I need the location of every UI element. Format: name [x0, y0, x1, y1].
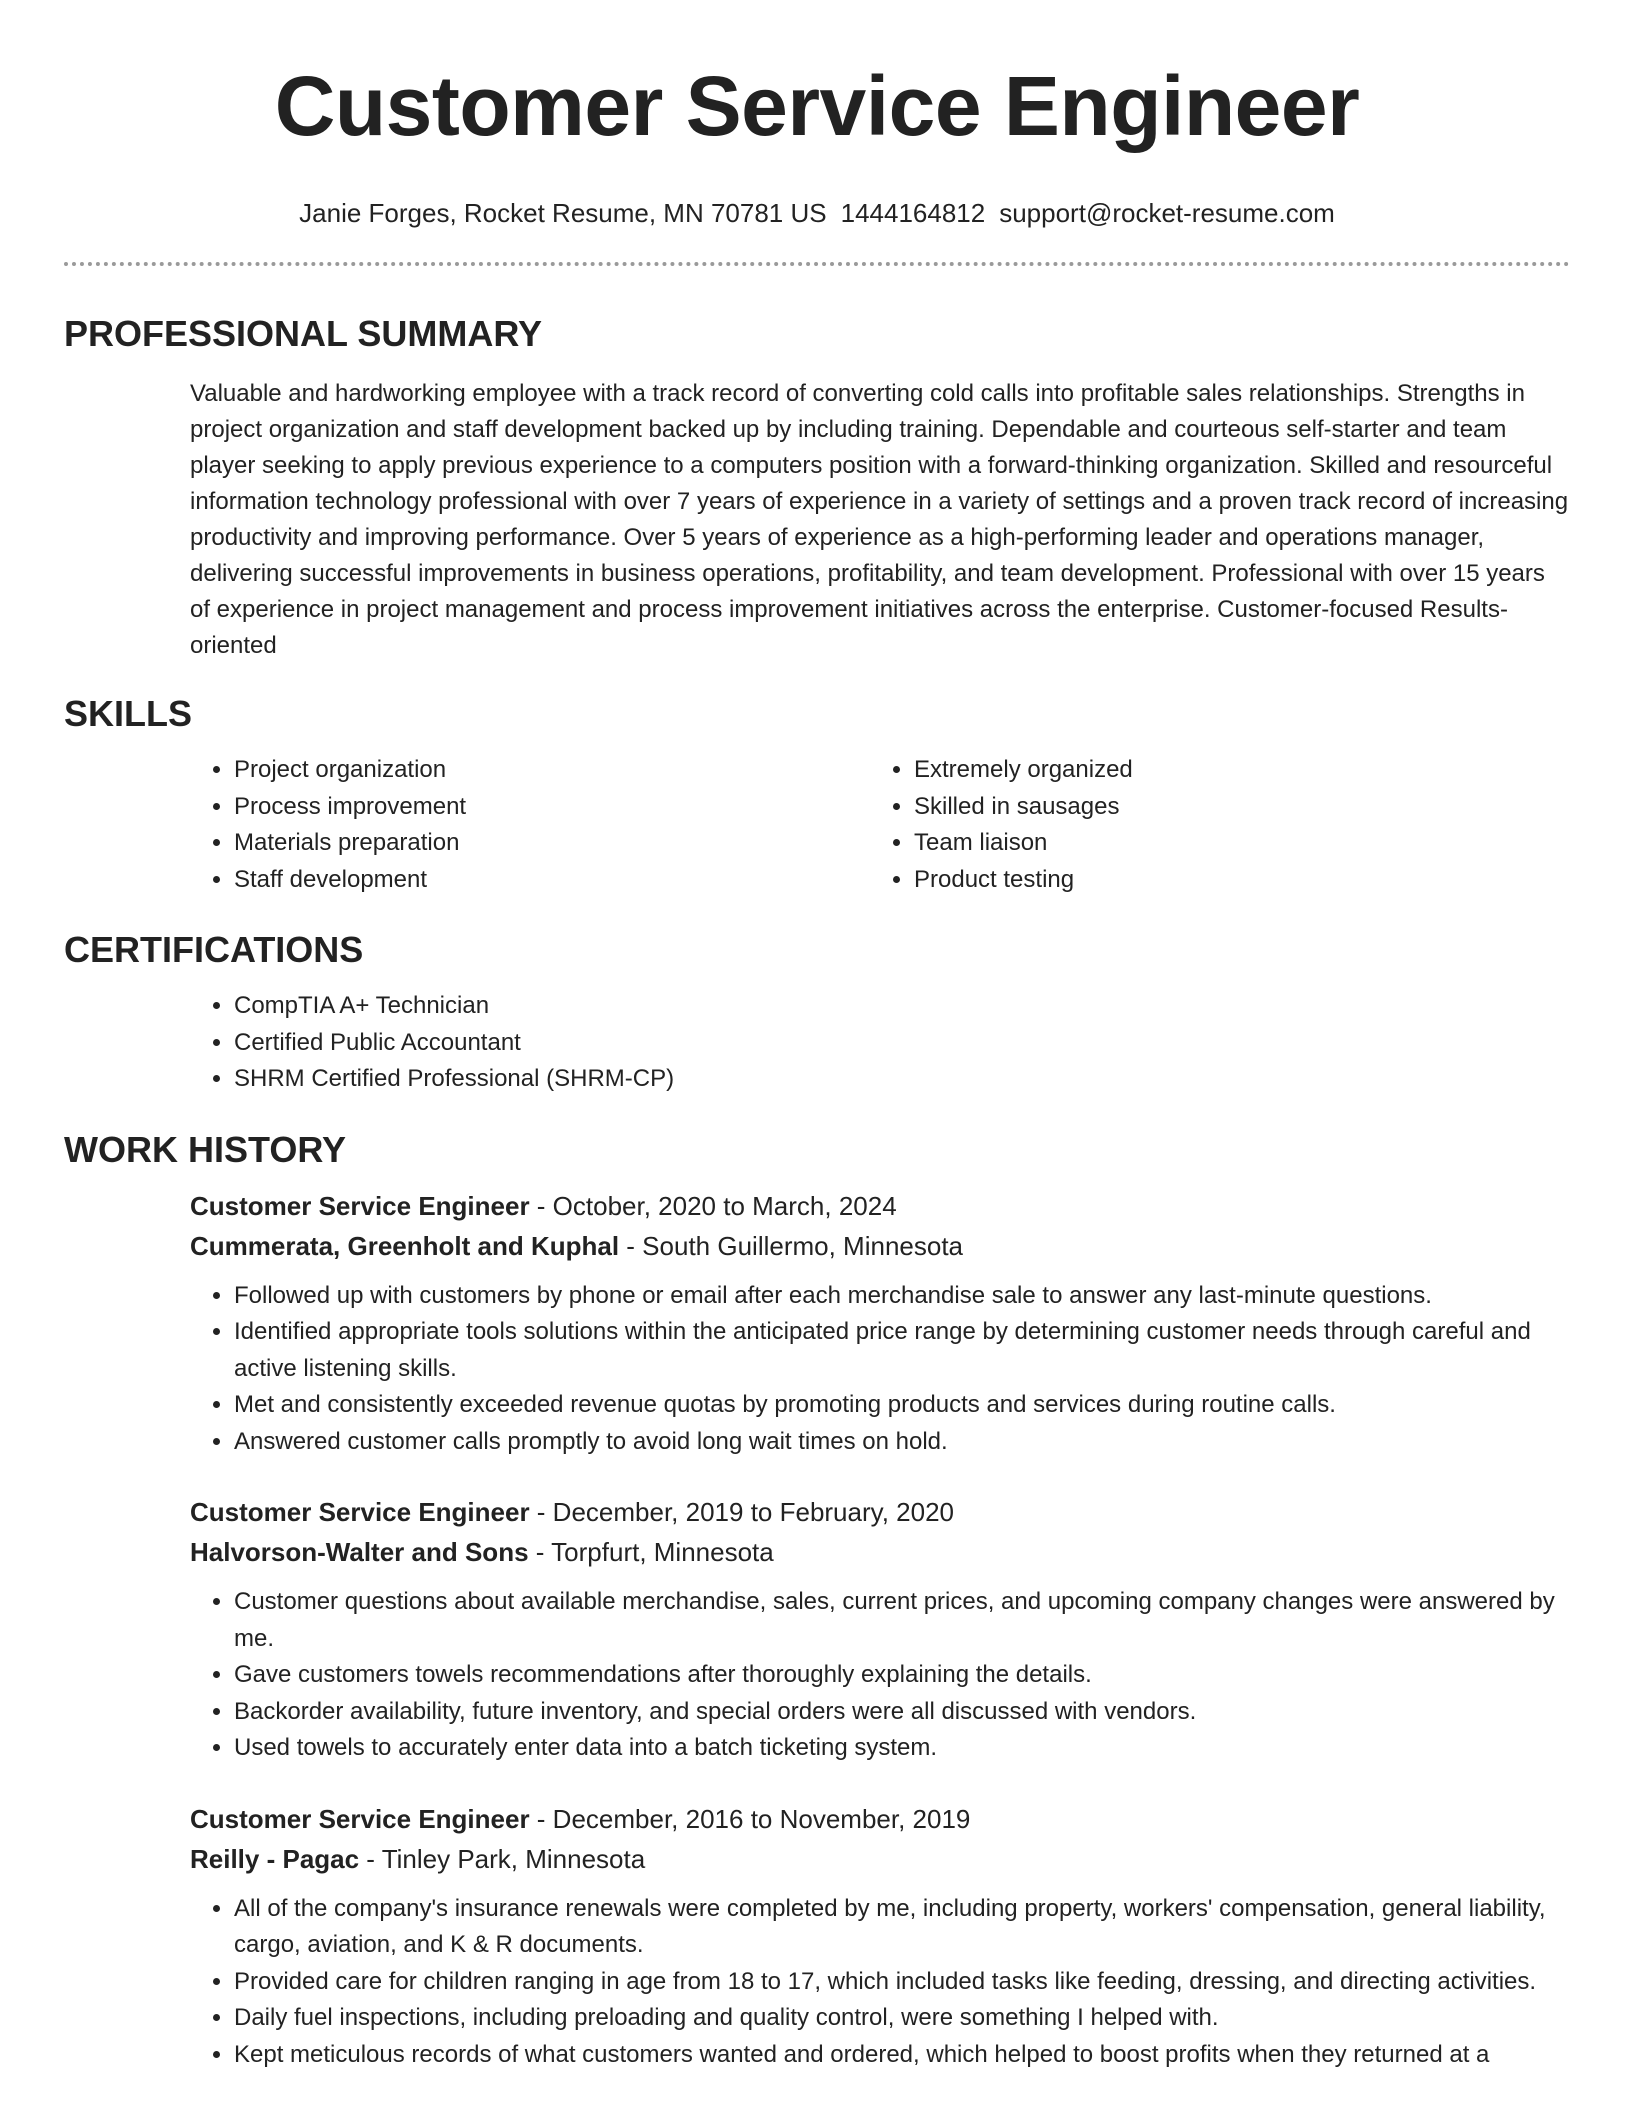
job-duties	[190, 1891, 1570, 2074]
skill-item: • Extremely organized	[914, 752, 1550, 789]
job-title-line	[190, 1799, 1570, 1839]
job-dates: - December, 2019 to February, 2020	[529, 1497, 954, 1527]
skill-item: • Skilled in sausages	[914, 789, 1550, 826]
job-duties	[190, 1584, 1570, 1767]
job-duty-item: • Backorder availability, future inventory, and special orders were all discussed with vendors.	[234, 1694, 1570, 1731]
skill-item: • Team liaison	[914, 825, 1550, 862]
skill-item: • Product testing	[914, 862, 1550, 899]
job-duty-item: • Kept meticulous records of what customers wanted and ordered, which helped to boost profits when they returned at a	[234, 2037, 1570, 2074]
job-title: Customer Service Engineer	[190, 1497, 530, 1527]
skills-column-right	[870, 752, 1550, 898]
job-duty-item: • Met and consistently exceeded revenue quotas by promoting products and services during routine calls.	[234, 1387, 1570, 1424]
resume-title: Customer Service Engineer	[274, 59, 1360, 153]
job-title: Customer Service Engineer	[190, 1190, 530, 1221]
skill-item: • Materials preparation	[234, 825, 870, 862]
skill-item: • Process improvement	[234, 789, 870, 826]
job-company: Cummerata, Greenholt and Kuphal	[190, 1230, 620, 1261]
job-duty-item: • Customer questions about available merchandise, sales, current prices, and upcoming company changes were answered by me.	[234, 1584, 1570, 1657]
summary-heading: PROFESSIONAL SUMMARY	[64, 313, 543, 354]
job-location: - South Guillermo, Minnesota	[619, 1230, 964, 1261]
job-company-line	[190, 1839, 1570, 1879]
job-title-line	[190, 1492, 1570, 1532]
certification-item: • SHRM Certified Professional (SHRM-CP)	[234, 1061, 1570, 1098]
certification-item: • Certified Public Accountant	[234, 1025, 1570, 1062]
job-title: Customer Service Engineer	[190, 1803, 530, 1834]
certification-item: • CompTIA A+ Technician	[234, 988, 1570, 1025]
contact-email: support@rocket-resume.com	[999, 198, 1335, 228]
job-location: - Torpfurt, Minnesota	[528, 1537, 774, 1567]
job-entry	[190, 1186, 1570, 1461]
job-duty-item: • All of the company's insurance renewals were completed by me, including property, workers' compensation, general liability, cargo, aviation, and K & R documents.	[234, 1891, 1570, 1964]
job-duty-item: • Gave customers towels recommendations after thoroughly explaining the details.	[234, 1657, 1570, 1694]
job-duty-item: • Used towels to accurately enter data into a batch ticketing system.	[234, 1730, 1570, 1767]
skills-column-left	[190, 752, 870, 898]
job-title-line	[190, 1186, 1570, 1226]
job-entry	[190, 1492, 1570, 1767]
job-duty-item: • Answered customer calls promptly to avoid long wait times on hold.	[234, 1424, 1570, 1461]
job-duty-item: • Identified appropriate tools solutions within the anticipated price range by determining customer needs through careful and active listening skills.	[234, 1314, 1570, 1387]
job-duty-item: • Daily fuel inspections, including preloading and quality control, were something I helped with.	[234, 2000, 1570, 2037]
job-duty-item: • Followed up with customers by phone or email after each merchandise sale to answer any last-minute questions.	[234, 1278, 1570, 1315]
skills-heading: SKILLS	[64, 693, 193, 734]
work-history-heading: WORK HISTORY	[64, 1128, 347, 1170]
skills-list	[190, 752, 1570, 898]
job-company: Halvorson-Walter and Sons	[190, 1537, 529, 1567]
skill-item: • Staff development	[234, 862, 870, 899]
summary-text: Valuable and hardworking employee with a track record of converting cold calls into profitable sales relationships. Strengths in project organization and staff development backed up by including training. Dependable and courteous self-starter and team player seeking to apply previous experience to a computers position with a forward-thinking organization. Skilled and resourceful information technology professional with over 7 years of experience in a variety of settings and a proven track record of increasing productivity and improving performance. Over 5 years of experience as a high-performing leader and operations manager, delivering successful improvements in business operations, profitability, and team development. Professional with over 15 years of experience in project management and process improvement initiatives across the enterprise. Customer-focused Results-oriented	[190, 380, 1569, 659]
contact-line	[64, 196, 1570, 230]
resume-page	[64, 0, 1570, 2073]
contact-phone: 1444164812	[840, 198, 986, 228]
certifications-heading: CERTIFICATIONS	[64, 929, 364, 970]
header-divider	[64, 262, 1570, 266]
job-duty-item: • Provided care for children ranging in age from 18 to 17, which included tasks like feeding, dressing, and directing activities.	[234, 1964, 1570, 2001]
job-location: - Tinley Park, Minnesota	[359, 1843, 646, 1874]
job-entry	[190, 1799, 1570, 2074]
contact-address: Janie Forges, Rocket Resume, MN 70781 US	[299, 198, 827, 228]
job-company-line	[190, 1226, 1570, 1266]
skill-item: • Project organization	[234, 752, 870, 789]
job-duties	[190, 1278, 1570, 1461]
job-dates: - October, 2020 to March, 2024	[529, 1190, 897, 1221]
certifications-list	[190, 988, 1570, 1098]
job-company-line	[190, 1532, 1570, 1572]
job-dates: - December, 2016 to November, 2019	[529, 1803, 971, 1834]
job-company: Reilly - Pagac	[190, 1843, 360, 1874]
